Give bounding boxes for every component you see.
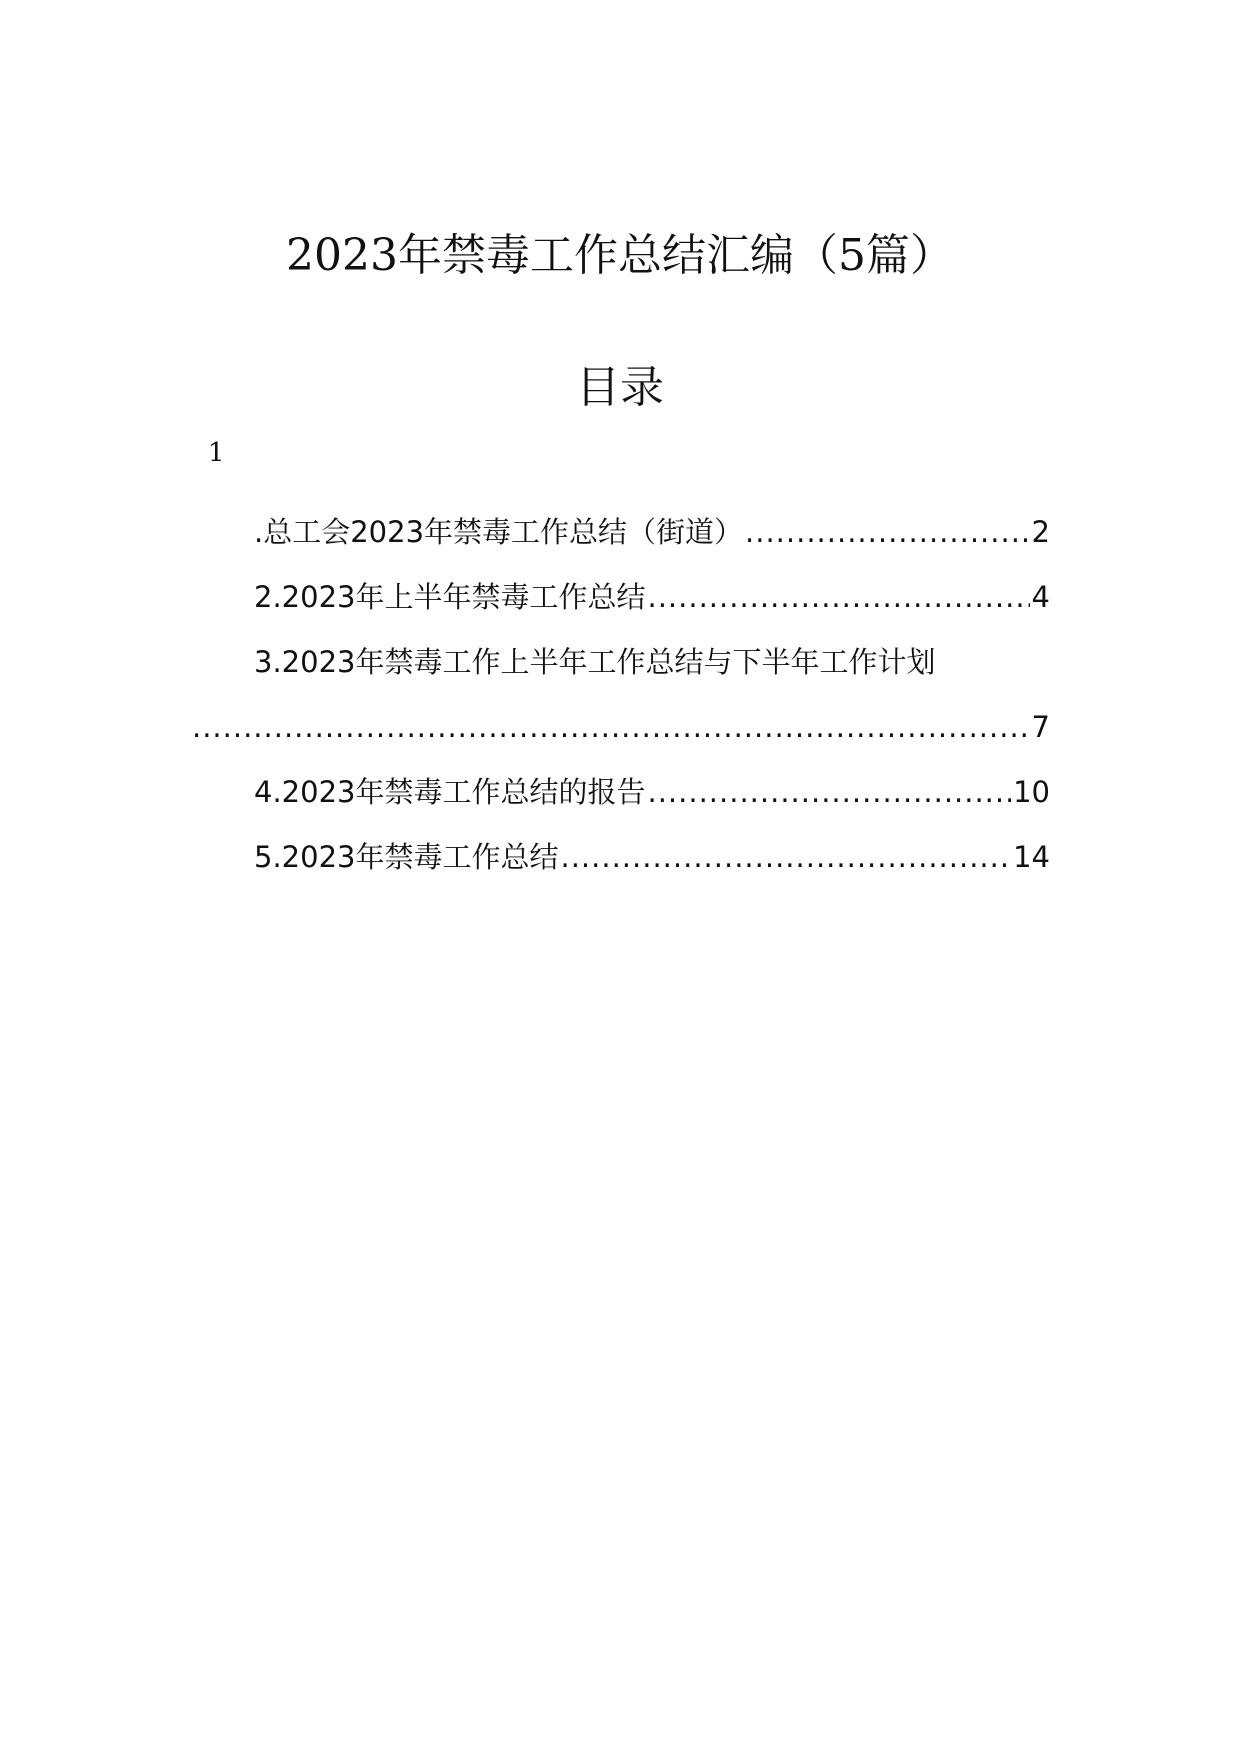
- dot-leader: [560, 825, 1011, 890]
- toc-entry-title: .总工会2023年禁毒工作总结（街道）: [254, 515, 744, 549]
- dot-leader: [647, 565, 1029, 630]
- toc-entry-3[interactable]: [190, 630, 1050, 695]
- toc-entry-2[interactable]: [190, 565, 1050, 630]
- document-title: 2023年禁毒工作总结汇编（5篇）: [286, 230, 954, 281]
- toc-entry-page: 2: [1031, 515, 1050, 549]
- toc-entry-4[interactable]: [190, 760, 1050, 825]
- table-of-contents: [190, 500, 1050, 890]
- toc-entry-title: 2.2023年上半年禁毒工作总结: [254, 580, 646, 614]
- toc-entry-3-continuation[interactable]: [190, 695, 1050, 760]
- toc-entry-5[interactable]: [190, 825, 1050, 890]
- toc-entry-1[interactable]: [190, 500, 1050, 565]
- toc-entry-title: 4.2023年禁毒工作总结的报告: [254, 775, 646, 809]
- toc-heading: 目录: [576, 362, 664, 413]
- dot-leader: [647, 760, 1011, 825]
- dot-leader: [745, 500, 1030, 565]
- toc-entry-page: 10: [1013, 775, 1050, 809]
- dot-leader: [192, 695, 1030, 760]
- toc-entry-title: 5.2023年禁毒工作总结: [254, 840, 559, 874]
- toc-entry-title: 3.2023年禁毒工作上半年工作总结与下半年工作计划: [254, 645, 936, 679]
- toc-entry-page: 14: [1013, 840, 1050, 874]
- toc-entry-page: 4: [1031, 580, 1050, 614]
- toc-entry-page: 7: [1031, 710, 1050, 744]
- page-number: 1: [208, 438, 225, 468]
